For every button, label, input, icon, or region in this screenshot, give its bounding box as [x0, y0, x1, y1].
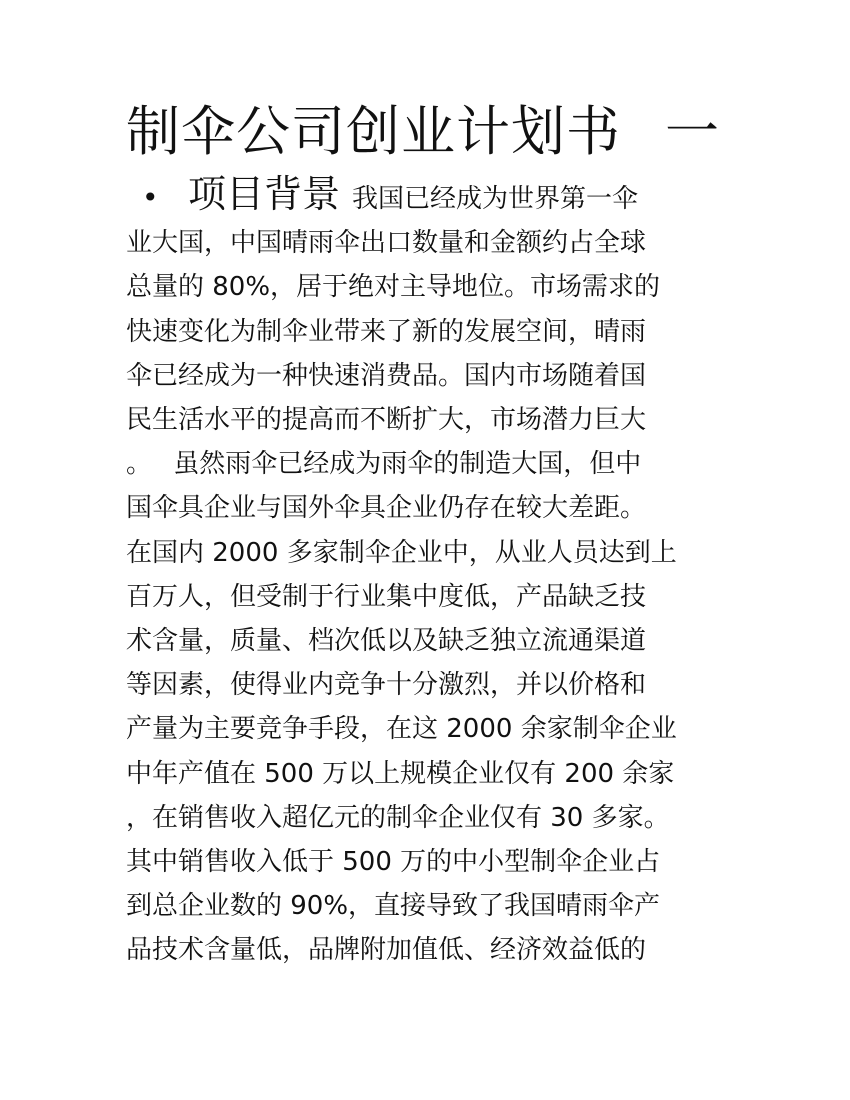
body-line: 国伞具企业与国外伞具企业仍存在较大差距。 [126, 493, 647, 524]
body-line: 等因素，使得业内竞争十分激烈，并以价格和 [126, 670, 647, 701]
title-suffix: 一 [665, 100, 720, 163]
body-line: 民生活水平的提高而不断扩大，市场潜力巨大 [126, 405, 647, 436]
body-line: 中年产值在 500 万以上规模企业仅有 200 余家 [126, 758, 675, 789]
bullet-icon: • [142, 181, 159, 214]
first-body-line: 我国已经成为世界第一伞 [352, 184, 639, 214]
body-line: 快速变化为制伞业带来了新的发展空间，晴雨 [126, 316, 647, 347]
body-line: 百万人，但受制于行业集中度低，产品缺乏技 [126, 581, 647, 612]
body-line: 其中销售收入低于 500 万的中小型制伞企业占 [126, 847, 661, 878]
body-line: 业大国，中国晴雨伞出口数量和金额约占全球 [126, 228, 647, 259]
section-bullet-line [126, 172, 730, 221]
body-line: 总量的 80%，居于绝对主导地位。市场需求的 [126, 272, 661, 303]
body-line: 在国内 2000 多家制伞企业中，从业人员达到上 [126, 537, 677, 568]
body-line: 产量为主要竞争手段，在这 2000 余家制伞企业 [126, 714, 677, 745]
title-text: 制伞公司创业计划书 [126, 100, 621, 163]
document-page [126, 96, 730, 973]
body-text [126, 221, 730, 972]
body-line: ，在销售收入超亿元的制伞企业仅有 30 多家。 [126, 802, 670, 833]
body-line: 品技术含量低，品牌附加值低、经济效益低的 [126, 935, 647, 966]
body-line: 。 虽然雨伞已经成为雨伞的制造大国，但中 [126, 449, 642, 480]
section-heading: 项目背景 [188, 172, 341, 216]
document-title [126, 96, 730, 168]
body-line: 到总企业数的 90%，直接导致了我国晴雨伞产 [126, 891, 661, 922]
body-line: 术含量，质量、档次低以及缺乏独立流通渠道 [126, 626, 647, 657]
body-line: 伞已经成为一种快速消费品。国内市场随着国 [126, 360, 647, 391]
